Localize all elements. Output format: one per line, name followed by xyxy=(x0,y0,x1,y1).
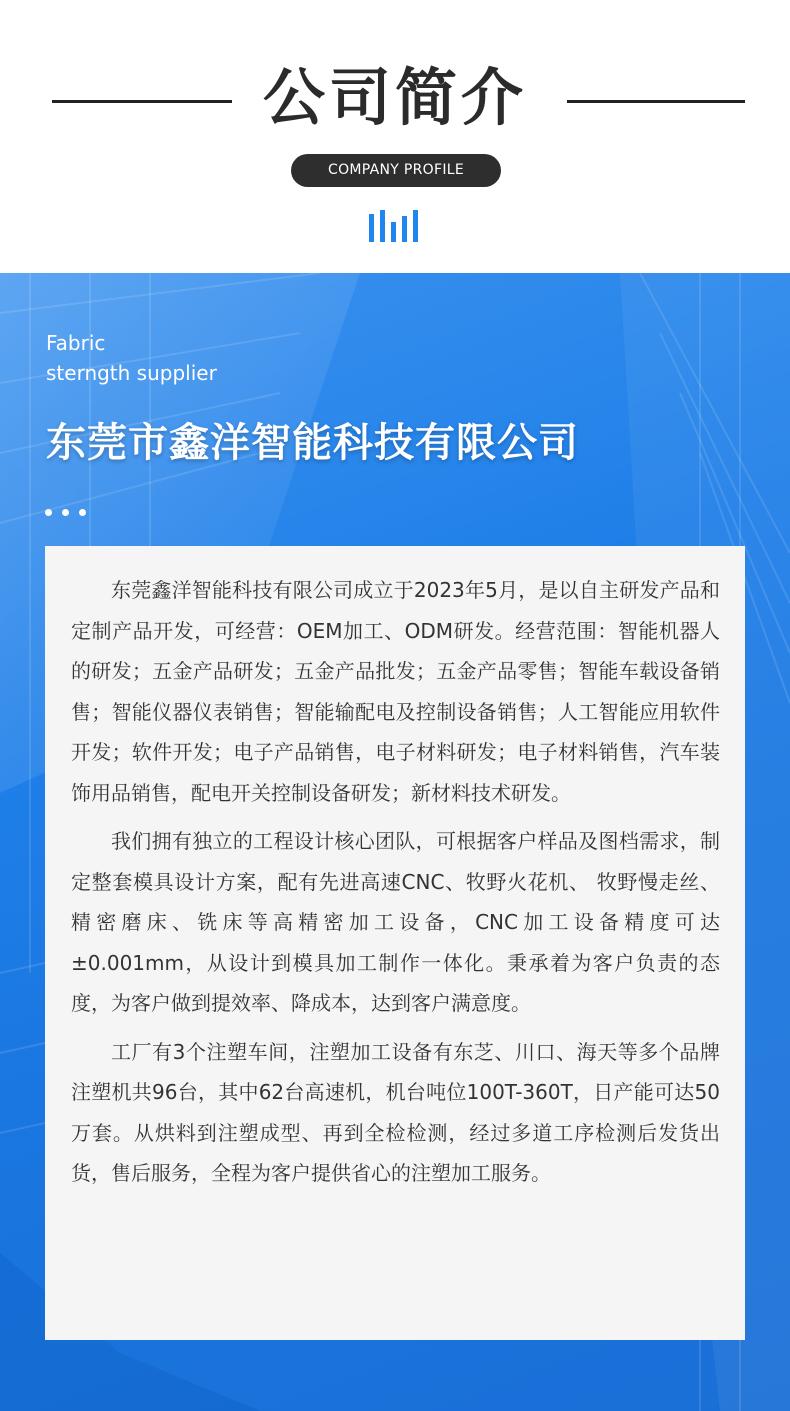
subtitle-badge: COMPANY PROFILE xyxy=(291,154,501,187)
tagline-line-1: Fabric xyxy=(46,331,106,355)
intro-card xyxy=(45,546,745,1340)
dots-decoration-icon xyxy=(45,501,96,511)
title-divider-right xyxy=(567,100,745,103)
bar-chart-icon xyxy=(369,210,421,242)
section-header xyxy=(0,0,790,273)
company-name: 东莞市鑫洋智能科技有限公司 xyxy=(46,420,579,466)
tagline xyxy=(46,328,217,388)
page-title: 公司简介 xyxy=(262,61,527,134)
intro-paragraph-3: 工厂有3个注塑车间，注塑加工设备有东芝、川口、海天等多个品牌注塑机共96台，其中62台高速机，机台吨位100T-360T，日产能可达50万套。从烘料到注塑成型、再到全检检测，经过多道工序检测后发货出货，售后服务，全程为客户提供省心的注塑加工服务。 xyxy=(71,1039,720,1185)
company-banner xyxy=(0,273,790,1411)
tagline-line-2: sterngth supplier xyxy=(46,361,217,385)
intro-paragraph-1: 东莞鑫洋智能科技有限公司成立于2023年5月，是以自主研发产品和定制产品开发，可经营：OEM加工、ODM研发。经营范围：智能机器人的研发；五金产品研发；五金产品批发；五金产品零售；智能车载设备销售；智能仪器仪表销售；智能输配电及控制设备销售；人工智能应用软件开发；软件开发；电子产品销售，电子材料研发；电子材料销售，汽车装饰用品销售，配电开关控制设备研发；新材料技术研发。 xyxy=(71,578,720,805)
intro-paragraph-2: 我们拥有独立的工程设计核心团队，可根据客户样品及图档需求，制定整套模具设计方案，配有先进高速CNC、牧野火花机、 牧野慢走丝、精密磨床、铣床等高精密加工设备，CNC加工设备精度可达±0.001mm，从设计到模具加工制作一体化。秉承着为客户负责的态度，为客户做到提效率、降成本，达到客户满意度。 xyxy=(71,829,720,1015)
